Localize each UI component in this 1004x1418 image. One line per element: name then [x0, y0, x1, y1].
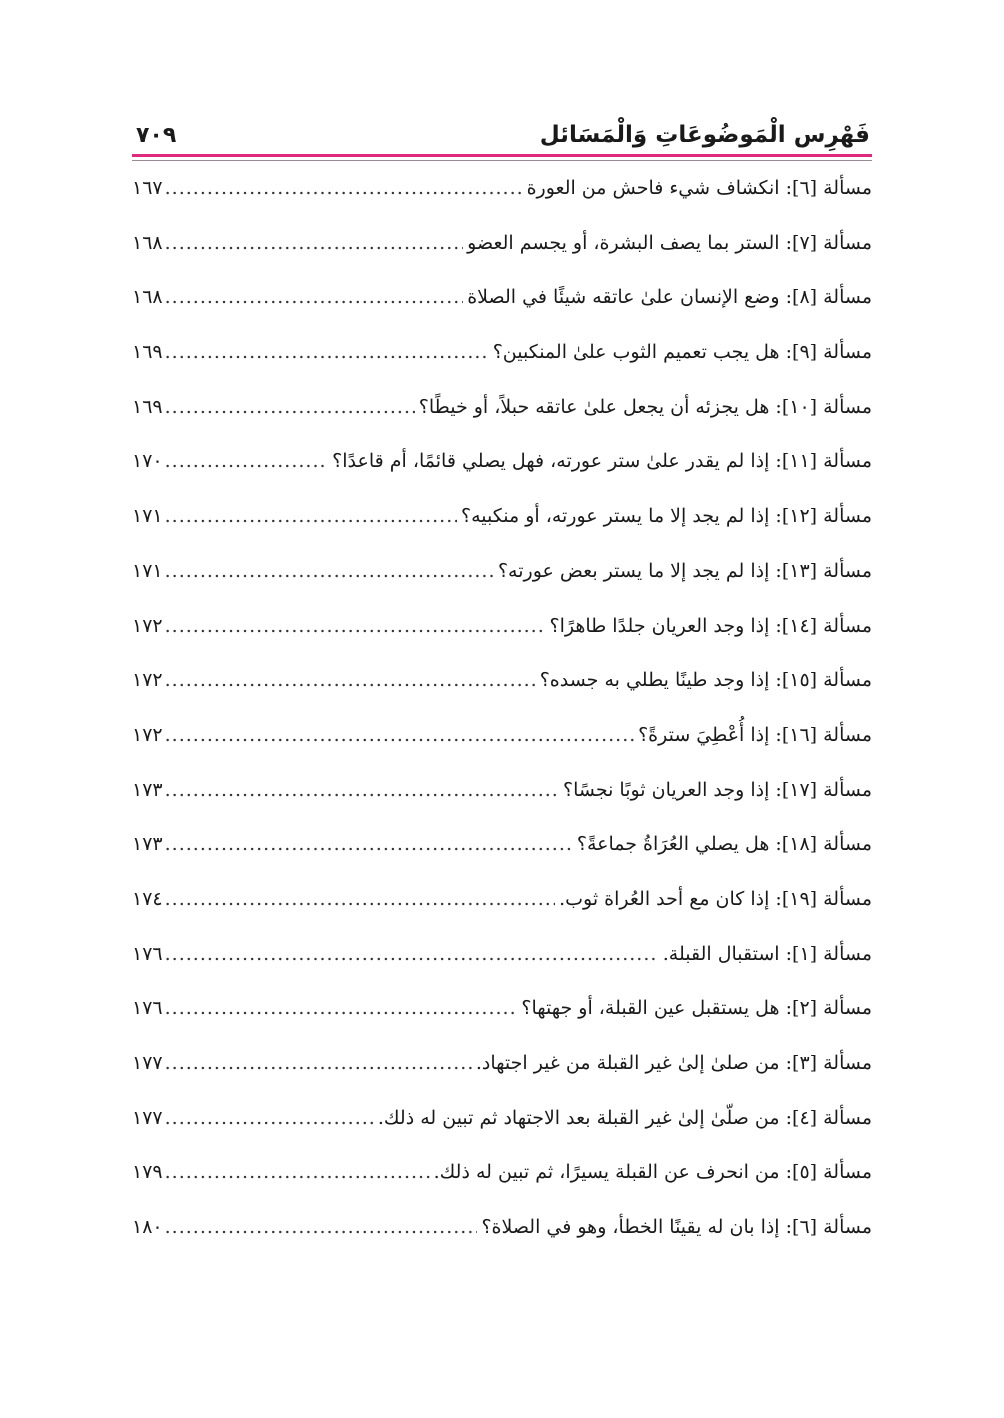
page-header: [132, 108, 872, 152]
index-entry: [132, 1208, 872, 1263]
entry-leader-dots: [165, 771, 559, 809]
header-title: فَهْرِس الْمَوضُوعَاتِ وَالْمَسَائل: [539, 122, 870, 148]
index-entry: [132, 278, 872, 333]
index-entry: [132, 333, 872, 388]
entry-label: مسألة [٤]: من صلّىٰ إلىٰ غير القبلة بعد الاجتهاد ثم تبين له ذلك.: [377, 1106, 872, 1129]
entry-page-number: ١٦٧: [132, 177, 163, 199]
entry-page-number: ١٧٣: [132, 778, 163, 801]
entry-page-number: ١٦٨: [132, 286, 163, 309]
entry-page-number: ١٧٣: [132, 833, 163, 856]
entry-label: مسألة [١٨]: هل يصلي العُرَاةُ جماعةً؟: [576, 833, 872, 856]
entry-page-number: ١٧٧: [132, 1052, 163, 1074]
index-entry: [132, 442, 872, 497]
entry-page-number: ١٧٦: [132, 997, 163, 1020]
entry-leader-dots: [165, 825, 573, 863]
index-entry: [132, 224, 872, 279]
index-entry: [132, 497, 872, 552]
entry-label: مسألة [١١]: إذا لم يقدر علىٰ ستر عورته، فهل يصلي قائمًا، أم قاعدًا؟: [332, 450, 872, 473]
entry-label: مسألة [٣]: من صلىٰ إلىٰ غير القبلة من غير اجتهاد.: [475, 1052, 872, 1074]
entry-page-number: ١٦٩: [132, 395, 163, 418]
entry-page-number: ١٦٨: [132, 231, 163, 254]
index-entry: [132, 552, 872, 607]
index-page: [132, 108, 872, 1279]
entry-leader-dots: [165, 333, 489, 371]
entry-page-number: ١٧٢: [132, 614, 163, 637]
entry-leader-dots: [165, 442, 329, 480]
entry-page-number: ١٧٦: [132, 942, 163, 965]
index-entries: [132, 169, 872, 1263]
index-entry: [132, 716, 872, 771]
entry-label: مسألة [٩]: هل يجب تعميم الثوب علىٰ المنكبين؟: [492, 341, 872, 364]
entry-leader-dots: [165, 661, 536, 699]
entry-page-number: ١٧٩: [132, 1161, 163, 1184]
entry-leader-dots: [165, 989, 518, 1027]
entry-leader-dots: [165, 1099, 374, 1137]
entry-label: مسألة [٦]: إذا بان له يقينًا الخطأ، وهو في الصلاة؟: [481, 1216, 872, 1239]
entry-leader-dots: [165, 880, 555, 918]
index-entry: [132, 989, 872, 1044]
index-entry: [132, 825, 872, 880]
entry-label: مسألة [١٣]: إذا لم يجد إلا ما يستر بعض عورته؟: [497, 559, 872, 582]
header-rule-accent: [132, 154, 872, 157]
entry-page-number: ١٧١: [132, 559, 163, 582]
index-entry: [132, 388, 872, 443]
entry-page-number: ١٧٧: [132, 1106, 163, 1129]
entry-page-number: ١٦٩: [132, 341, 163, 364]
index-entry: [132, 169, 872, 224]
entry-label: مسألة [٨]: وضع الإنسان علىٰ عاتقه شيئًا في الصلاة: [467, 286, 872, 309]
entry-label: مسألة [١٥]: إذا وجد طينًا يطلي به جسده؟: [539, 669, 872, 692]
entry-label: مسألة [٥]: من انحرف عن القبلة يسيرًا، ثم تبين له ذلك.: [433, 1161, 872, 1184]
entry-label: مسألة [٧]: الستر بما يصف البشرة، أو يجسم العضو: [467, 231, 872, 254]
entry-leader-dots: [165, 935, 659, 973]
entry-label: مسألة [١]: استقبال القبلة.: [662, 942, 872, 965]
entry-leader-dots: [165, 1153, 430, 1191]
entry-leader-dots: [165, 1044, 472, 1082]
entry-label: مسألة [١٠]: هل يجزئه أن يجعل علىٰ عاتقه حبلاً، أو خيطًا؟: [418, 395, 872, 418]
entry-leader-dots: [165, 552, 494, 590]
entry-label: مسألة [١٢]: إذا لم يجد إلا ما يستر عورته، أو منكبيه؟: [461, 505, 872, 528]
header-rule-secondary: [132, 160, 872, 161]
entry-leader-dots: [165, 1208, 478, 1246]
index-entry: [132, 1044, 872, 1099]
index-entry: [132, 935, 872, 990]
entry-leader-dots: [165, 716, 634, 754]
index-entry: [132, 880, 872, 935]
entry-label: مسألة [١٤]: إذا وجد العريان جلدًا طاهرًا؟: [549, 614, 872, 637]
index-entry: [132, 1099, 872, 1154]
entry-leader-dots: [165, 497, 457, 535]
entry-page-number: ١٧٤: [132, 887, 163, 910]
index-entry: [132, 607, 872, 662]
entry-leader-dots: [165, 607, 546, 645]
entry-page-number: ١٧٢: [132, 723, 163, 746]
entry-leader-dots: [165, 278, 464, 316]
entry-label: مسألة [٦]: انكشاف شيء فاحش من العورة: [526, 177, 872, 199]
entry-page-number: ١٧١: [132, 505, 163, 528]
entry-label: مسألة [١٦]: إذا أُعْطِيَ سترةً؟: [638, 723, 872, 746]
entry-label: مسألة [٢]: هل يستقبل عين القبلة، أو جهتها؟: [521, 997, 872, 1020]
entry-label: مسألة [١٩]: إذا كان مع أحد العُراة ثوب.: [559, 887, 872, 910]
entry-leader-dots: [165, 169, 523, 207]
entry-page-number: ١٧٢: [132, 669, 163, 692]
header-page-number: ٧٠٩: [136, 123, 177, 148]
entry-label: مسألة [١٧]: إذا وجد العريان ثوبًا نجسًا؟: [563, 778, 872, 801]
index-entry: [132, 661, 872, 716]
entry-leader-dots: [165, 224, 464, 262]
entry-page-number: ١٨٠: [132, 1216, 163, 1239]
index-entry: [132, 1153, 872, 1208]
entry-leader-dots: [165, 388, 415, 426]
entry-page-number: ١٧٠: [132, 450, 163, 473]
index-entry: [132, 771, 872, 826]
